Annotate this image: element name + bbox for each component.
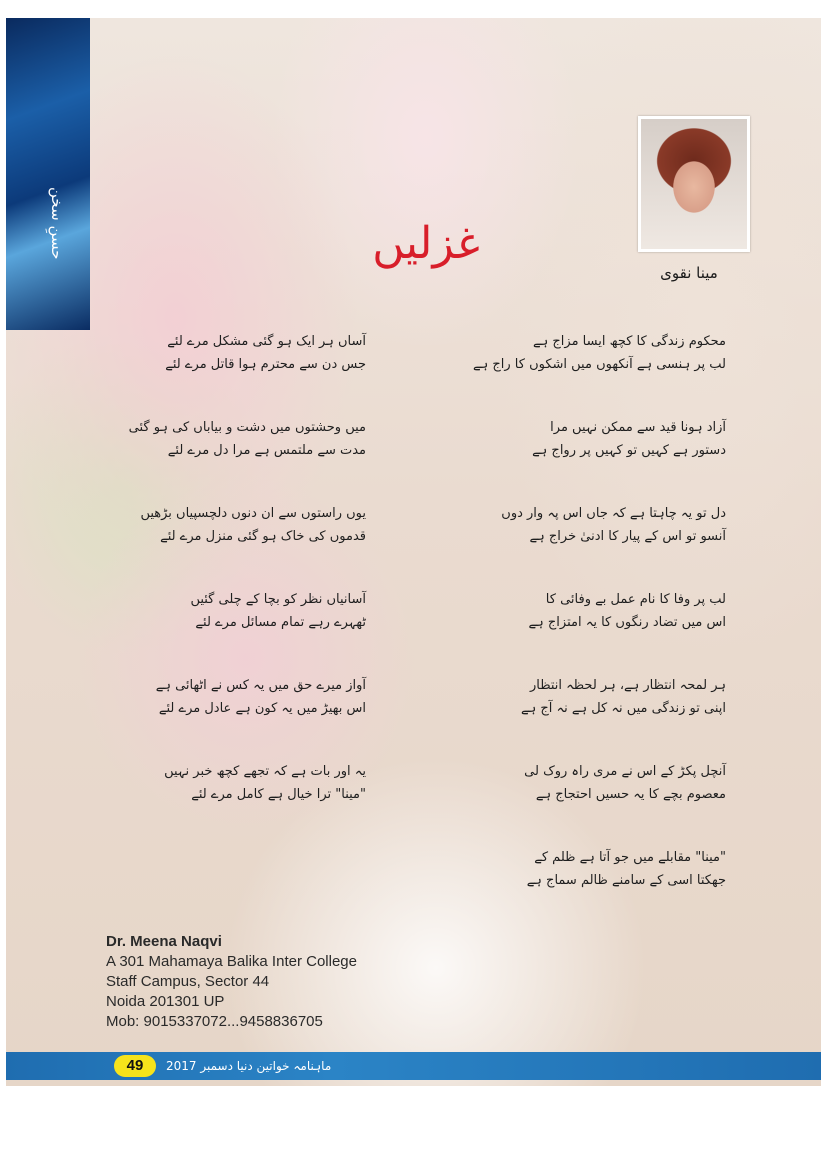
verse-line: لب پر وفا کا نام عمل بے وفائی کا bbox=[545, 592, 726, 607]
couplet bbox=[96, 330, 366, 376]
verse-line: "مینا" ترا خیال ہے کامل مرے لئے bbox=[191, 787, 366, 802]
couplet bbox=[426, 674, 726, 720]
verse-line: معصوم بچے کا یہ حسیں احتجاج ہے bbox=[535, 787, 726, 802]
verse-line: محکوم زندگی کا کچھ ایسا مزاج ہے bbox=[533, 334, 726, 349]
couplet bbox=[426, 846, 726, 892]
verse-line: قدموں کی خاک ہو گئی منزل مرے لئے bbox=[160, 529, 366, 544]
verse-line: آواز میرے حق میں یہ کس نے اٹھائی ہے bbox=[155, 678, 366, 693]
couplet bbox=[426, 330, 726, 376]
couplet bbox=[96, 588, 366, 634]
verse-line: اپنی تو زندگی میں نہ کل ہے نہ آج ہے bbox=[520, 701, 726, 716]
address-line-1: A 301 Mahamaya Balika Inter College bbox=[106, 953, 357, 970]
page-number-badge: 49 bbox=[114, 1055, 156, 1077]
verse-line: ٹھہرے رہے تمام مسائل مرے لئے bbox=[195, 615, 366, 630]
verse-line: اس میں تضاد رنگوں کا یہ امتزاج ہے bbox=[528, 615, 726, 630]
couplet bbox=[426, 416, 726, 462]
couplet bbox=[96, 502, 366, 548]
verse-line: آزاد ہونا قید سے ممکن نہیں مرا bbox=[550, 420, 726, 435]
verse-line: "مینا" مقابلے میں جو آتا ہے ظلم کے bbox=[534, 850, 726, 865]
verse-line: اس بھیڑ میں یہ کون ہے عادل مرے لئے bbox=[158, 701, 366, 716]
verse-line: مدت سے ملتمس ہے مرا دل مرے لئے bbox=[167, 443, 366, 458]
section-label: حسنِ سخن bbox=[48, 186, 66, 260]
couplet bbox=[426, 588, 726, 634]
address-line-2: Staff Campus, Sector 44 bbox=[106, 973, 270, 990]
author-address bbox=[106, 932, 426, 1032]
ghazal-right-column bbox=[426, 330, 726, 932]
magazine-issue: ماہنامہ خواتین دنیا دسمبر 2017 bbox=[166, 1059, 332, 1073]
verse-line: آسانیاں نظر کو بچا کے چلی گئیں bbox=[190, 592, 366, 607]
verse-line: جس دن سے محترم ہوا قاتل مرے لئے bbox=[165, 357, 366, 372]
couplet bbox=[426, 760, 726, 806]
ghazal-left-column bbox=[96, 330, 366, 846]
verse-line: جھکتا اسی کے سامنے ظالم سماج ہے bbox=[526, 873, 726, 888]
poet-photo bbox=[638, 116, 750, 252]
section-tab bbox=[6, 18, 90, 330]
address-line-3: Noida 201301 UP bbox=[106, 993, 225, 1010]
verse-line: یہ اور بات ہے کہ تجھے کچھ خبر نہیں bbox=[164, 764, 366, 779]
verse-line: میں وحشتوں میں دشت و بیاباں کی ہو گئی bbox=[128, 420, 366, 435]
couplet bbox=[96, 416, 366, 462]
author-name: Dr. Meena Naqvi bbox=[106, 933, 222, 950]
verse-line: ہر لمحہ انتظار ہے، ہر لحظہ انتظار bbox=[529, 678, 726, 693]
page-title: غزلیں bbox=[372, 218, 480, 269]
verse-line: دستور ہے کہیں تو کہیں پر رواج ہے bbox=[532, 443, 726, 458]
author-phone: Mob: 9015337072...9458836705 bbox=[106, 1013, 323, 1030]
verse-line: لب پر ہنسی ہے آنکھوں میں اشکوں کا راج ہے bbox=[473, 357, 726, 372]
verse-line: دل تو یہ چاہتا ہے کہ جاں اس پہ وار دوں bbox=[501, 506, 726, 521]
couplet bbox=[96, 674, 366, 720]
verse-line: آنچل پکڑ کے اس نے مری راہ روک لی bbox=[524, 764, 726, 779]
verse-line: یوں راستوں سے ان دنوں دلچسپیاں بڑھیں bbox=[140, 506, 366, 521]
magazine-page bbox=[6, 18, 821, 1086]
couplet bbox=[96, 760, 366, 806]
couplet bbox=[426, 502, 726, 548]
verse-line: آساں ہر ایک ہو گئی مشکل مرے لئے bbox=[167, 334, 366, 349]
poet-name: مینا نقوی bbox=[660, 264, 718, 282]
verse-line: آنسو تو اس کے پیار کا ادنیٰ خراج ہے bbox=[529, 529, 726, 544]
